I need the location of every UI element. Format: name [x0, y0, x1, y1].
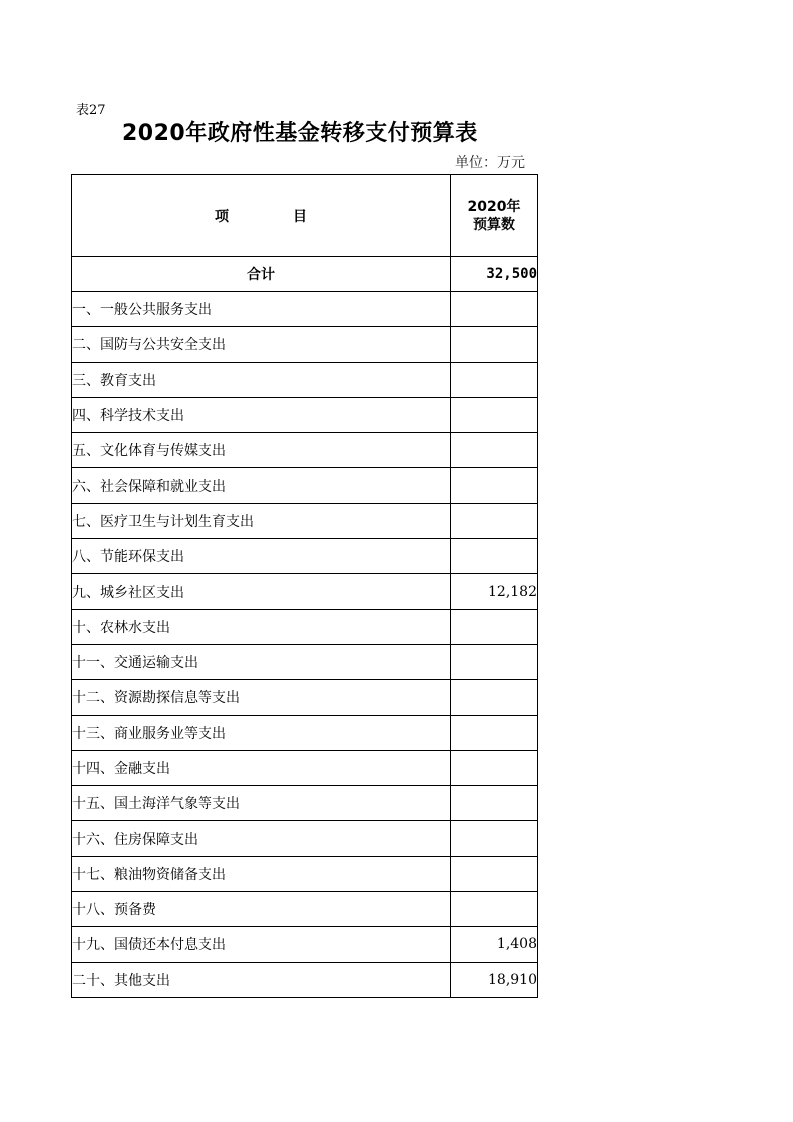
row-amount: [451, 292, 538, 327]
table-row: [72, 927, 538, 962]
page-title: 2020年政府性基金转移支付预算表: [122, 121, 478, 146]
total-label: 合计: [72, 257, 451, 292]
row-label: 十三、商业服务业等支出: [72, 715, 451, 750]
row-label: 七、医疗卫生与计划生育支出: [72, 503, 451, 538]
row-amount: [451, 786, 538, 821]
table-row: [72, 503, 538, 538]
row-label: 二、国防与公共安全支出: [72, 327, 451, 362]
row-amount: [451, 433, 538, 468]
total-row: [72, 257, 538, 292]
row-label: 十八、预备费: [72, 892, 451, 927]
header-amount-line1: 2020年: [467, 198, 521, 215]
table-row: [72, 433, 538, 468]
row-amount: [451, 715, 538, 750]
row-label: 十七、粮油物资储备支出: [72, 856, 451, 891]
table-row: [72, 786, 538, 821]
table-row: [72, 821, 538, 856]
row-amount: [451, 821, 538, 856]
table-row: [72, 892, 538, 927]
row-amount: [451, 680, 538, 715]
unit-label: 单位：万元: [455, 155, 525, 171]
table-row: [72, 362, 538, 397]
row-amount: [451, 644, 538, 679]
table-row: [72, 962, 538, 997]
row-amount: [451, 856, 538, 891]
header-amount-line2: 预算数: [473, 216, 515, 233]
row-label: 五、文化体育与传媒支出: [72, 433, 451, 468]
row-label: 十四、金融支出: [72, 750, 451, 785]
header-item-cell: [72, 175, 451, 257]
row-amount: 18,910: [451, 962, 538, 997]
row-label: 一、一般公共服务支出: [72, 292, 451, 327]
row-label: 九、城乡社区支出: [72, 574, 451, 609]
row-amount: [451, 468, 538, 503]
table-row: [72, 539, 538, 574]
table-row: [72, 574, 538, 609]
table-row: [72, 750, 538, 785]
row-label: 十五、国土海洋气象等支出: [72, 786, 451, 821]
total-amount: 32,500: [451, 257, 538, 292]
row-amount: [451, 327, 538, 362]
table-row: [72, 292, 538, 327]
row-amount: 12,182: [451, 574, 538, 609]
row-label: 八、节能环保支出: [72, 539, 451, 574]
row-amount: [451, 397, 538, 432]
row-label: 三、教育支出: [72, 362, 451, 397]
row-amount: 1,408: [451, 927, 538, 962]
header-row: [72, 175, 538, 257]
row-amount: [451, 539, 538, 574]
row-amount: [451, 750, 538, 785]
table-number: 表27: [76, 103, 106, 118]
table-row: [72, 609, 538, 644]
row-label: 四、科学技术支出: [72, 397, 451, 432]
table-row: [72, 468, 538, 503]
row-label: 十九、国债还本付息支出: [72, 927, 451, 962]
row-amount: [451, 362, 538, 397]
header-amount-cell: [451, 175, 538, 257]
row-label: 十二、资源勘探信息等支出: [72, 680, 451, 715]
table-row: [72, 327, 538, 362]
row-label: 六、社会保障和就业支出: [72, 468, 451, 503]
budget-table: [71, 174, 538, 998]
table-row: [72, 680, 538, 715]
row-amount: [451, 892, 538, 927]
row-amount: [451, 503, 538, 538]
row-amount: [451, 609, 538, 644]
header-item-part2: 目: [293, 208, 307, 225]
row-label: 十六、住房保障支出: [72, 821, 451, 856]
row-label: 二十、其他支出: [72, 962, 451, 997]
table-row: [72, 715, 538, 750]
table-row: [72, 397, 538, 432]
header-item-part1: 项: [215, 208, 229, 225]
table-row: [72, 856, 538, 891]
table-row: [72, 644, 538, 679]
row-label: 十、农林水支出: [72, 609, 451, 644]
row-label: 十一、交通运输支出: [72, 644, 451, 679]
